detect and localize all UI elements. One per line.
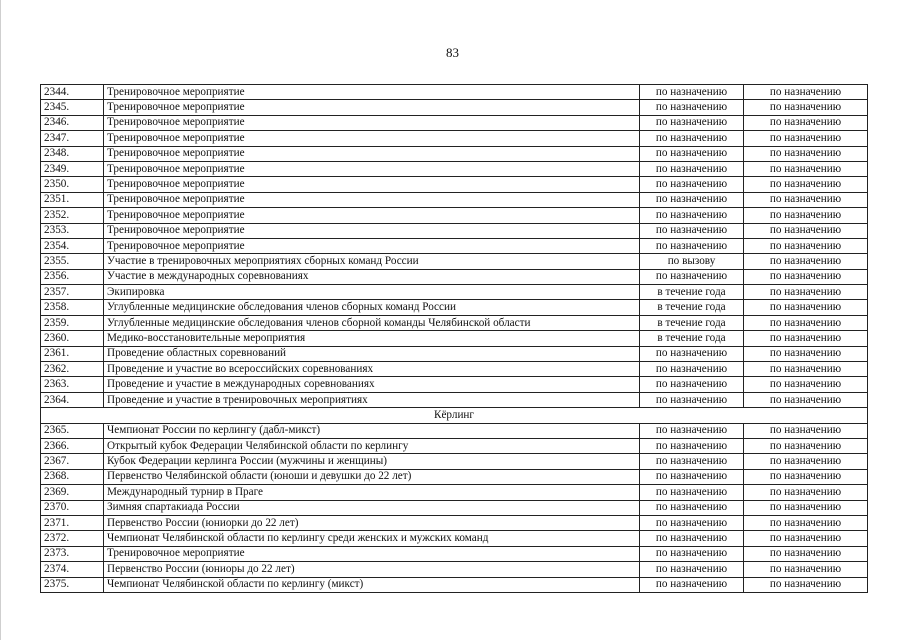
row-assignment: по назначению (744, 377, 868, 392)
table-row (41, 423, 868, 438)
row-event-name: Тренировочное мероприятие (104, 100, 640, 115)
row-term: по назначению (640, 223, 744, 238)
row-number: 2373. (41, 546, 104, 561)
table-row (41, 285, 868, 300)
row-number: 2356. (41, 269, 104, 284)
row-term: по назначению (640, 423, 744, 438)
row-term: по назначению (640, 115, 744, 130)
row-event-name: Открытый кубок Федерации Челябинской области по керлингу (104, 438, 640, 453)
row-number: 2353. (41, 223, 104, 238)
row-assignment: по назначению (744, 146, 868, 161)
page-edge-line (0, 0, 1, 640)
row-event-name: Тренировочное мероприятие (104, 161, 640, 176)
table-row (41, 146, 868, 161)
row-assignment: по назначению (744, 515, 868, 530)
row-number: 2345. (41, 100, 104, 115)
row-event-name: Тренировочное мероприятие (104, 223, 640, 238)
row-assignment: по назначению (744, 362, 868, 377)
row-number: 2371. (41, 515, 104, 530)
row-assignment: по назначению (744, 346, 868, 361)
row-assignment: по назначению (744, 285, 868, 300)
row-assignment: по назначению (744, 469, 868, 484)
table-row (41, 562, 868, 577)
row-term: по назначению (640, 531, 744, 546)
row-number: 2347. (41, 131, 104, 146)
row-term: по назначению (640, 208, 744, 223)
row-event-name: Медико-восстановительные мероприятия (104, 331, 640, 346)
row-term: по назначению (640, 346, 744, 361)
table-row (41, 546, 868, 561)
table-row (41, 438, 868, 453)
row-assignment: по назначению (744, 238, 868, 253)
table-row (41, 500, 868, 515)
row-event-name: Углубленные медицинские обследования членов сборных команд России (104, 300, 640, 315)
row-number: 2367. (41, 454, 104, 469)
row-number: 2374. (41, 562, 104, 577)
table-row (41, 515, 868, 530)
table-row (41, 485, 868, 500)
table-row (41, 161, 868, 176)
events-table-body (41, 85, 868, 593)
row-assignment: по назначению (744, 438, 868, 453)
table-row (41, 531, 868, 546)
row-term: по назначению (640, 438, 744, 453)
row-event-name: Проведение и участие в тренировочных мероприятиях (104, 392, 640, 407)
row-term: по назначению (640, 546, 744, 561)
row-term: в течение года (640, 331, 744, 346)
row-term: по назначению (640, 500, 744, 515)
row-number: 2348. (41, 146, 104, 161)
table-row (41, 85, 868, 100)
table-row (41, 177, 868, 192)
row-event-name: Чемпионат Челябинской области по керлингу (микст) (104, 577, 640, 592)
row-number: 2369. (41, 485, 104, 500)
page-number: 83 (446, 45, 459, 60)
row-number: 2350. (41, 177, 104, 192)
row-event-name: Кубок Федерации керлинга России (мужчины и женщины) (104, 454, 640, 469)
section-row (41, 408, 868, 423)
row-assignment: по назначению (744, 85, 868, 100)
row-assignment: по назначению (744, 392, 868, 407)
row-assignment: по назначению (744, 500, 868, 515)
table-row (41, 269, 868, 284)
row-term: по назначению (640, 485, 744, 500)
table-row (41, 238, 868, 253)
row-assignment: по назначению (744, 485, 868, 500)
row-number: 2375. (41, 577, 104, 592)
row-number: 2358. (41, 300, 104, 315)
row-term: по назначению (640, 392, 744, 407)
row-term: по назначению (640, 161, 744, 176)
row-assignment: по назначению (744, 315, 868, 330)
row-event-name: Экипировка (104, 285, 640, 300)
row-number: 2370. (41, 500, 104, 515)
row-assignment: по назначению (744, 531, 868, 546)
row-event-name: Проведение и участие во всероссийских соревнованиях (104, 362, 640, 377)
row-event-name: Первенство России (юниорки до 22 лет) (104, 515, 640, 530)
row-assignment: по назначению (744, 454, 868, 469)
row-number: 2365. (41, 423, 104, 438)
row-event-name: Первенство России (юниоры до 22 лет) (104, 562, 640, 577)
row-term: по назначению (640, 515, 744, 530)
row-term: по назначению (640, 562, 744, 577)
table-row (41, 315, 868, 330)
row-event-name: Чемпионат Челябинской области по керлингу среди женских и мужских команд (104, 531, 640, 546)
row-event-name: Первенство Челябинской области (юноши и девушки до 22 лет) (104, 469, 640, 484)
row-assignment: по назначению (744, 254, 868, 269)
row-event-name: Тренировочное мероприятие (104, 131, 640, 146)
row-number: 2361. (41, 346, 104, 361)
row-assignment: по назначению (744, 208, 868, 223)
row-assignment: по назначению (744, 100, 868, 115)
row-assignment: по назначению (744, 269, 868, 284)
row-number: 2357. (41, 285, 104, 300)
row-assignment: по назначению (744, 300, 868, 315)
row-assignment: по назначению (744, 177, 868, 192)
row-event-name: Тренировочное мероприятие (104, 85, 640, 100)
events-table (40, 84, 868, 593)
table-row (41, 100, 868, 115)
row-number: 2364. (41, 392, 104, 407)
row-number: 2372. (41, 531, 104, 546)
row-term: по назначению (640, 238, 744, 253)
row-assignment: по назначению (744, 577, 868, 592)
row-event-name: Зимняя спартакиада России (104, 500, 640, 515)
table-row (41, 192, 868, 207)
row-assignment: по назначению (744, 423, 868, 438)
row-number: 2355. (41, 254, 104, 269)
row-number: 2362. (41, 362, 104, 377)
row-term: по назначению (640, 177, 744, 192)
table-row (41, 377, 868, 392)
row-term: по назначению (640, 362, 744, 377)
row-term: по назначению (640, 146, 744, 161)
row-assignment: по назначению (744, 161, 868, 176)
row-assignment: по назначению (744, 115, 868, 130)
row-event-name: Тренировочное мероприятие (104, 177, 640, 192)
row-term: по назначению (640, 377, 744, 392)
row-event-name: Проведение и участие в международных соревнованиях (104, 377, 640, 392)
row-number: 2344. (41, 85, 104, 100)
row-term: в течение года (640, 285, 744, 300)
row-number: 2349. (41, 161, 104, 176)
row-assignment: по назначению (744, 562, 868, 577)
row-event-name: Тренировочное мероприятие (104, 546, 640, 561)
row-term: по назначению (640, 192, 744, 207)
row-number: 2366. (41, 438, 104, 453)
row-number: 2360. (41, 331, 104, 346)
table-row (41, 392, 868, 407)
table-row (41, 577, 868, 592)
row-event-name: Участие в тренировочных мероприятиях сборных команд России (104, 254, 640, 269)
row-number: 2346. (41, 115, 104, 130)
table-row (41, 254, 868, 269)
row-event-name: Тренировочное мероприятие (104, 192, 640, 207)
row-term: по назначению (640, 469, 744, 484)
row-event-name: Участие в международных соревнованиях (104, 269, 640, 284)
row-assignment: по назначению (744, 192, 868, 207)
row-number: 2359. (41, 315, 104, 330)
table-row (41, 346, 868, 361)
row-number: 2352. (41, 208, 104, 223)
row-number: 2368. (41, 469, 104, 484)
row-assignment: по назначению (744, 546, 868, 561)
row-term: по назначению (640, 577, 744, 592)
row-term: по назначению (640, 131, 744, 146)
row-event-name: Тренировочное мероприятие (104, 146, 640, 161)
row-event-name: Проведение областных соревнований (104, 346, 640, 361)
row-term: по назначению (640, 100, 744, 115)
row-event-name: Международный турнир в Праге (104, 485, 640, 500)
row-number: 2363. (41, 377, 104, 392)
table-row (41, 115, 868, 130)
row-term: по вызову (640, 254, 744, 269)
row-event-name: Углубленные медицинские обследования членов сборной команды Челябинской области (104, 315, 640, 330)
row-term: по назначению (640, 454, 744, 469)
table-row (41, 469, 868, 484)
row-term: в течение года (640, 300, 744, 315)
table-row (41, 331, 868, 346)
table-row (41, 131, 868, 146)
row-event-name: Тренировочное мероприятие (104, 208, 640, 223)
table-row (41, 300, 868, 315)
row-number: 2354. (41, 238, 104, 253)
row-assignment: по назначению (744, 331, 868, 346)
table-row (41, 208, 868, 223)
row-number: 2351. (41, 192, 104, 207)
row-event-name: Чемпионат России по керлингу (дабл-микст) (104, 423, 640, 438)
table-row (41, 362, 868, 377)
row-assignment: по назначению (744, 223, 868, 238)
section-title: Кёрлинг (41, 408, 868, 423)
row-term: в течение года (640, 315, 744, 330)
row-assignment: по назначению (744, 131, 868, 146)
row-event-name: Тренировочное мероприятие (104, 115, 640, 130)
row-term: по назначению (640, 269, 744, 284)
row-event-name: Тренировочное мероприятие (104, 238, 640, 253)
table-row (41, 454, 868, 469)
table-row (41, 223, 868, 238)
row-term: по назначению (640, 85, 744, 100)
